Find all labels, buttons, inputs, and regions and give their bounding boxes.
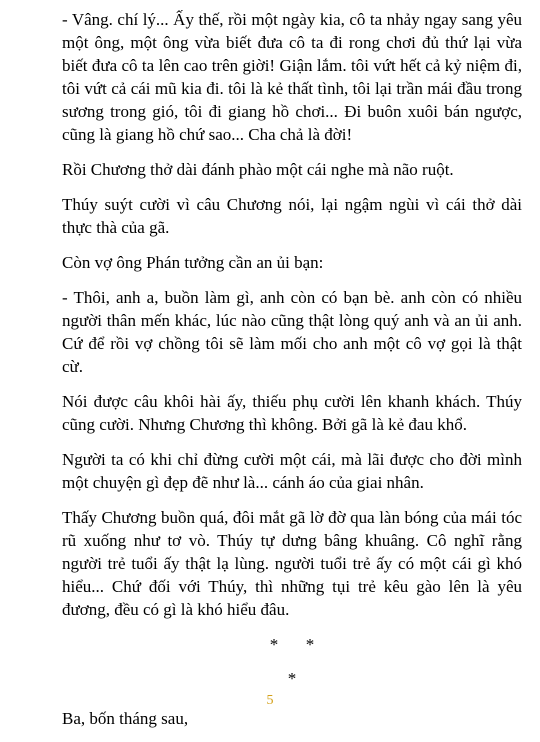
paragraph: Rồi Chương thở dài đánh phào một cái nghe mà não ruột. bbox=[62, 160, 454, 179]
asterisk: * bbox=[269, 635, 279, 654]
paragraph: Thấy Chương buồn quá, đôi mắt gã lờ đờ qua làn bóng của mái tóc rũ xuống như tơ vò. Thúy tự dưng bâng khuâng. Cô nghĩ rằng người trẻ tuổi ấy thật lạ lùng. người tuổi trẻ ấy có một cái gì khó hiểu... Chứ đối với Thúy, thì những tụi trẻ kêu gào lên là yêu đương, đều có gì là khó hiểu đâu. bbox=[62, 508, 522, 619]
section-separator-bottom: * bbox=[287, 669, 297, 688]
paragraph: - Thôi, anh a, buồn làm gì, anh còn có bạn bè. anh còn có nhiều người thân mến khác, lúc nào cũng thật lòng quý anh và an ủi anh. Cứ để rồi vợ chồng tôi sẽ làm mối cho anh một cô vợ gọi là thật cừ. bbox=[62, 288, 522, 376]
asterisk: * bbox=[305, 635, 315, 654]
paragraph: - Vâng. chí lý... Ấy thế, rồi một ngày kia, cô ta nhảy ngay sang yêu một ông, một ông vừa biết đưa cô ta đi rong chơi đủ thứ lại vừa biết đưa cô ta lên cao trên giời! Giận lắm. tôi vứt hết cả kỷ niệm đi, tôi vứt cả cái mũ kia đi. tôi là kẻ thất tình, tôi lại trần mái đầu trong sương trong gió, tôi đi giang hồ chơi... Đi buôn xuôi bán ngược, cũng là giang hồ chứ sao... Cha chả là đời! bbox=[62, 10, 522, 144]
paragraph: Người ta có khi chỉ đừng cười một cái, mà lãi được cho đời mình một chuyện gì đẹp đẽ như là... cánh áo của giai nhân. bbox=[62, 450, 522, 492]
page-number: 5 bbox=[266, 693, 274, 708]
paragraph: Thúy suýt cười vì câu Chương nói, lại ngậm ngùi vì cái thở dài thực thà của gã. bbox=[62, 195, 522, 237]
paragraph: Còn vợ ông Phán tưởng cần an ủi bạn: bbox=[62, 253, 324, 272]
body-text bbox=[62, 8, 522, 742]
section-separator-top bbox=[62, 633, 522, 656]
paragraph: Nói được câu khôi hài ấy, thiếu phụ cười lên khanh khách. Thúy cũng cười. Nhưng Chương thì không. Bởi gã là kẻ đau khổ. bbox=[62, 392, 522, 434]
closing-line: Ba, bốn tháng sau, bbox=[62, 709, 189, 728]
